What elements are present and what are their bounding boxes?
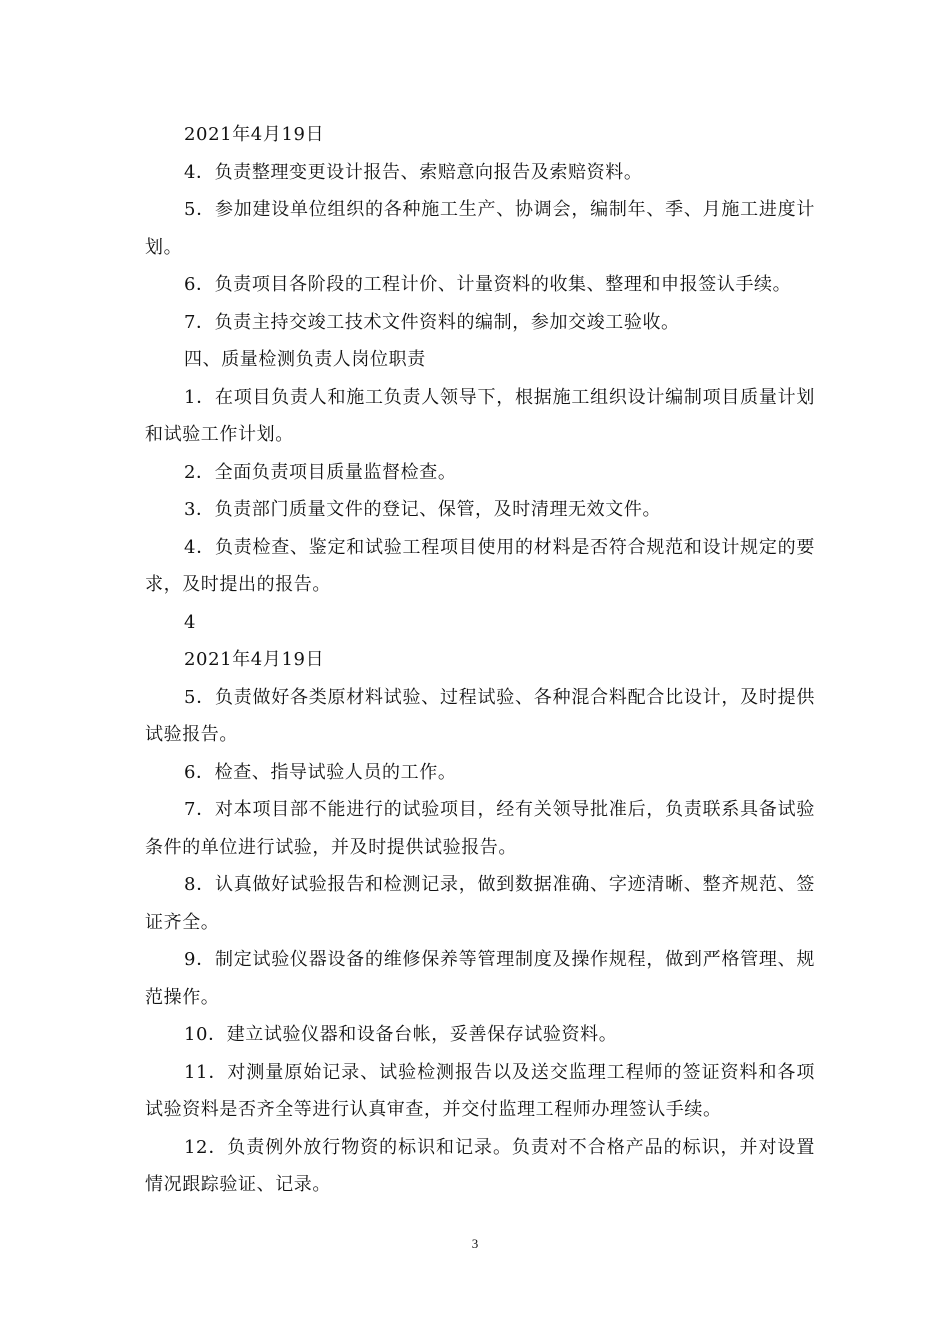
quality-item-6: 6．检查、指导试验人员的工作。: [184, 761, 457, 783]
quality-item-7: 7．对本项目部不能进行的试验项目，经有关领导批准后，负责联系具备试验条件的单位进行试验，并及时提供试验报告。: [145, 799, 815, 858]
quality-item-1: 1．在项目负责人和施工负责人领导下，根据施工组织设计编制项目质量计划和试验工作计划。: [145, 386, 815, 445]
quality-item-11: 11．对测量原始记录、试验检测报告以及送交监理工程师的签证资料和各项试验资料是否齐全等进行认真审查，并交付监理工程师办理签认手续。: [145, 1061, 815, 1120]
inline-page-marker: 4: [184, 611, 197, 633]
duty-item-4-change-design: 4．负责整理变更设计报告、索赔意向报告及索赔资料。: [184, 161, 643, 183]
date-line-second: 2021年4月19日: [184, 649, 325, 670]
quality-item-5: 5．负责做好各类原材料试验、过程试验、各种混合料配合比设计，及时提供试验报告。: [145, 686, 815, 745]
date-line: 2021年4月19日: [184, 124, 325, 145]
page-number: 3: [471, 1236, 479, 1251]
quality-item-4: 4．负责检查、鉴定和试验工程项目使用的材料是否符合规范和设计规定的要求，及时提出的报告。: [145, 536, 815, 595]
quality-item-3: 3．负责部门质量文件的登记、保管，及时清理无效文件。: [184, 499, 662, 520]
duty-item-6-valuation: 6．负责项目各阶段的工程计价、计量资料的收集、整理和申报签认手续。: [184, 274, 792, 295]
section-heading-quality-inspection: 四、质量检测负责人岗位职责: [184, 349, 426, 370]
duty-item-5-schedule: 5．参加建设单位组织的各种施工生产、协调会，编制年、季、月施工进度计划。: [145, 199, 815, 258]
quality-item-2: 2．全面负责项目质量监督检查。: [184, 461, 457, 483]
quality-item-10: 10．建立试验仪器和设备台帐，妥善保存试验资料。: [184, 1024, 618, 1045]
duty-item-7-completion: 7．负责主持交竣工技术文件资料的编制，参加交竣工验收。: [184, 311, 680, 333]
quality-item-9: 9．制定试验仪器设备的维修保养等管理制度及操作规程，做到严格管理、规范操作。: [145, 949, 815, 1008]
quality-item-8: 8．认真做好试验报告和检测记录，做到数据准确、字迹清晰、整齐规范、签证齐全。: [145, 874, 815, 933]
quality-item-12: 12．负责例外放行物资的标识和记录。负责对不合格产品的标识，并对设置情况跟踪验证、记录。: [145, 1136, 815, 1195]
document-body: [145, 116, 815, 1204]
